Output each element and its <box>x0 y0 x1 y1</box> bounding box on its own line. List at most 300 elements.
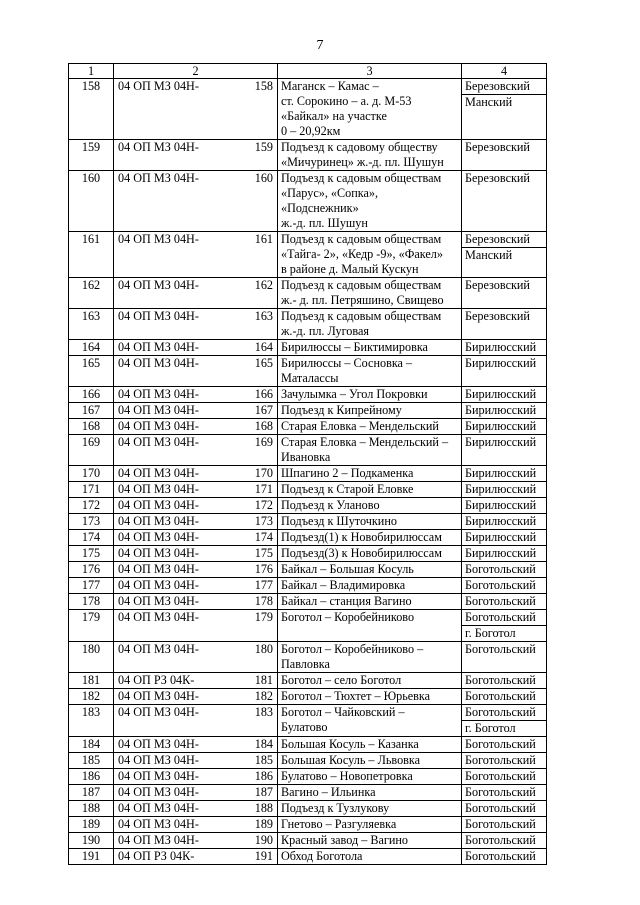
road-name <box>278 419 462 435</box>
road-name-line: Старая Еловка – Мендельский <box>281 419 439 433</box>
table-row <box>69 340 547 356</box>
road-name <box>278 356 462 387</box>
road-code: 04 ОП МЗ 04Н- <box>118 594 199 608</box>
road-id-cell <box>114 833 278 849</box>
row-number: 164 <box>69 340 114 356</box>
district-name: Боготольский <box>465 673 536 687</box>
road-code: 04 ОП МЗ 04Н- <box>118 642 199 656</box>
road-name <box>278 140 462 171</box>
road-id-cell <box>114 514 278 530</box>
road-number: 183 <box>254 705 273 719</box>
road-code: 04 ОП МЗ 04Н- <box>118 309 199 323</box>
road-name <box>278 673 462 689</box>
district-name: Березовский <box>465 140 530 154</box>
road-code: 04 ОП МЗ 04Н- <box>118 340 199 354</box>
road-id-cell <box>114 232 278 278</box>
road-name <box>278 594 462 610</box>
row-number: 188 <box>69 801 114 817</box>
district-cell <box>462 785 547 801</box>
road-number: 175 <box>254 546 273 560</box>
road-name <box>278 530 462 546</box>
district-cell <box>462 817 547 833</box>
road-name <box>278 833 462 849</box>
table-row <box>69 482 547 498</box>
district-name: г. Боготол <box>462 625 546 641</box>
row-number: 191 <box>69 849 114 865</box>
row-number: 189 <box>69 817 114 833</box>
district-cell <box>462 79 547 140</box>
district-cell <box>462 482 547 498</box>
road-number: 170 <box>254 466 273 480</box>
table-row <box>69 769 547 785</box>
road-number: 168 <box>254 419 273 433</box>
road-number: 188 <box>254 801 273 815</box>
road-number: 186 <box>254 769 273 783</box>
row-number: 190 <box>69 833 114 849</box>
road-id-cell <box>114 340 278 356</box>
road-name-line: Подъезд к садовым обществам <box>281 309 442 323</box>
road-name-line: Вагино – Ильинка <box>281 785 376 799</box>
road-number: 178 <box>254 594 273 608</box>
row-number: 172 <box>69 498 114 514</box>
district-cell <box>462 833 547 849</box>
road-name-line: Павловка <box>281 657 330 671</box>
road-name-line: ж.-д. пл. Луговая <box>281 324 369 338</box>
row-number: 187 <box>69 785 114 801</box>
row-number: 170 <box>69 466 114 482</box>
road-name <box>278 466 462 482</box>
table-row <box>69 356 547 387</box>
road-code: 04 ОП МЗ 04Н- <box>118 817 199 831</box>
road-name <box>278 482 462 498</box>
district-cell <box>462 689 547 705</box>
road-number: 184 <box>254 737 273 751</box>
road-name <box>278 753 462 769</box>
road-name-line: «Тайга- 2», «Кедр -9», «Факел» <box>281 247 443 261</box>
table-row <box>69 171 547 232</box>
road-id-cell <box>114 705 278 737</box>
road-id-cell <box>114 642 278 673</box>
district-cell <box>462 642 547 673</box>
road-id-cell <box>114 171 278 232</box>
district-cell <box>462 466 547 482</box>
table-row <box>69 737 547 753</box>
district-name: Бирилюсский <box>465 356 537 370</box>
road-id-cell <box>114 278 278 309</box>
road-number: 191 <box>254 849 273 863</box>
header-col-3: 3 <box>278 64 462 79</box>
row-number: 169 <box>69 435 114 466</box>
row-number: 185 <box>69 753 114 769</box>
road-number: 167 <box>254 403 273 417</box>
road-name-line: Подъезд(1) к Новобирилюссам <box>281 530 442 544</box>
district-name: Боготольский <box>465 689 536 703</box>
table-row <box>69 817 547 833</box>
district-name: Боготольский <box>465 849 536 863</box>
road-code: 04 ОП МЗ 04Н- <box>118 833 199 847</box>
district-name: Бирилюсский <box>465 546 537 560</box>
road-id-cell <box>114 498 278 514</box>
road-name-line: Подъезд к садовым обществам <box>281 171 442 185</box>
road-name <box>278 309 462 340</box>
district-cell <box>462 340 547 356</box>
road-number: 161 <box>254 232 273 246</box>
row-number: 180 <box>69 642 114 673</box>
road-name-line: ст. Сорокино – а. д. М-53 <box>281 94 412 108</box>
road-id-cell <box>114 801 278 817</box>
road-name <box>278 171 462 232</box>
road-id-cell <box>114 753 278 769</box>
district-cell <box>462 705 547 737</box>
road-number: 169 <box>254 435 273 449</box>
road-name-line: Зачулымка – Угол Покровки <box>281 387 428 401</box>
district-name: Манский <box>462 94 546 110</box>
district-cell <box>462 403 547 419</box>
road-id-cell <box>114 594 278 610</box>
road-code: 04 ОП РЗ 04К- <box>118 849 195 863</box>
row-number: 178 <box>69 594 114 610</box>
district-cell <box>462 562 547 578</box>
road-id-cell <box>114 546 278 562</box>
district-cell <box>462 232 547 278</box>
road-name <box>278 403 462 419</box>
table-row <box>69 562 547 578</box>
district-name: Манский <box>462 247 546 263</box>
district-name: Березовский <box>465 309 530 323</box>
road-name <box>278 689 462 705</box>
district-name: Боготольский <box>465 562 536 576</box>
district-cell <box>462 387 547 403</box>
table-row <box>69 610 547 642</box>
row-number: 158 <box>69 79 114 140</box>
road-number: 162 <box>254 278 273 292</box>
table-row <box>69 833 547 849</box>
road-code: 04 ОП МЗ 04Н- <box>118 705 199 719</box>
table-row <box>69 546 547 562</box>
road-number: 166 <box>254 387 273 401</box>
road-number: 179 <box>254 610 273 624</box>
road-number: 180 <box>254 642 273 656</box>
road-code: 04 ОП МЗ 04Н- <box>118 610 199 624</box>
district-name: Боготольский <box>465 833 536 847</box>
road-name <box>278 278 462 309</box>
road-name <box>278 769 462 785</box>
road-name-line: «Байкал» на участке <box>281 109 387 123</box>
table-row <box>69 435 547 466</box>
road-id-cell <box>114 785 278 801</box>
table-row <box>69 514 547 530</box>
road-id-cell <box>114 849 278 865</box>
road-name <box>278 801 462 817</box>
road-code: 04 ОП МЗ 04Н- <box>118 801 199 815</box>
road-name-line: Булатово – Новопетровка <box>281 769 413 783</box>
road-name-line: Маганск – Камас – <box>281 79 379 93</box>
road-number: 164 <box>254 340 273 354</box>
road-name <box>278 514 462 530</box>
district-name: Боготольский <box>465 769 536 783</box>
road-number: 176 <box>254 562 273 576</box>
row-number: 171 <box>69 482 114 498</box>
road-name-line: Подъезд к Старой Еловке <box>281 482 414 496</box>
table-row <box>69 140 547 171</box>
row-number: 168 <box>69 419 114 435</box>
district-name: Березовский <box>465 79 530 93</box>
district-cell <box>462 801 547 817</box>
row-number: 176 <box>69 562 114 578</box>
road-name-line: «Парус», «Сопка», <box>281 186 379 200</box>
header-col-4: 4 <box>462 64 547 79</box>
district-name: Боготольский <box>465 801 536 815</box>
road-name <box>278 546 462 562</box>
district-name: Бирилюсский <box>465 340 537 354</box>
road-name-line: Боготол – Коробейниково <box>281 610 415 624</box>
road-code: 04 ОП МЗ 04Н- <box>118 171 199 185</box>
district-cell <box>462 356 547 387</box>
table-row <box>69 79 547 140</box>
row-number: 165 <box>69 356 114 387</box>
row-number: 181 <box>69 673 114 689</box>
row-number: 162 <box>69 278 114 309</box>
road-name-line: Боготол – село Боготол <box>281 673 402 687</box>
row-number: 173 <box>69 514 114 530</box>
road-code: 04 ОП МЗ 04Н- <box>118 530 199 544</box>
road-code: 04 ОП МЗ 04Н- <box>118 578 199 592</box>
district-name: Бирилюсский <box>465 482 537 496</box>
road-name-line: Байкал – Владимировка <box>281 578 406 592</box>
table-row <box>69 309 547 340</box>
table-row <box>69 642 547 673</box>
district-cell <box>462 753 547 769</box>
road-id-cell <box>114 419 278 435</box>
road-code: 04 ОП РЗ 04К- <box>118 673 195 687</box>
table-row <box>69 278 547 309</box>
road-code: 04 ОП МЗ 04Н- <box>118 419 199 433</box>
table-row <box>69 785 547 801</box>
district-cell <box>462 309 547 340</box>
road-id-cell <box>114 737 278 753</box>
road-code: 04 ОП МЗ 04Н- <box>118 403 199 417</box>
road-name-line: Подъезд к садовому обществу <box>281 140 438 154</box>
row-number: 159 <box>69 140 114 171</box>
district-cell <box>462 514 547 530</box>
road-name-line: Боготол – Чайковский – <box>281 705 405 719</box>
district-cell <box>462 610 547 642</box>
road-number: 158 <box>254 79 273 93</box>
district-cell <box>462 171 547 232</box>
road-name-line: Большая Косуль – Казанка <box>281 737 419 751</box>
road-code: 04 ОП МЗ 04Н- <box>118 689 199 703</box>
road-name-line: Подъезд к садовым обществам <box>281 232 442 246</box>
road-id-cell <box>114 403 278 419</box>
road-number: 165 <box>254 356 273 370</box>
road-name <box>278 642 462 673</box>
road-code: 04 ОП МЗ 04Н- <box>118 435 199 449</box>
road-code: 04 ОП МЗ 04Н- <box>118 753 199 767</box>
row-number: 174 <box>69 530 114 546</box>
road-id-cell <box>114 610 278 642</box>
road-number: 174 <box>254 530 273 544</box>
district-name: Бирилюсский <box>465 514 537 528</box>
district-name: Березовский <box>465 232 530 246</box>
row-number: 177 <box>69 578 114 594</box>
road-name-line: 0 – 20,92км <box>281 124 341 138</box>
row-number: 167 <box>69 403 114 419</box>
district-cell <box>462 737 547 753</box>
table-row <box>69 689 547 705</box>
road-code: 04 ОП МЗ 04Н- <box>118 232 199 246</box>
road-name <box>278 578 462 594</box>
table-row <box>69 673 547 689</box>
road-id-cell <box>114 562 278 578</box>
table-row <box>69 403 547 419</box>
road-code: 04 ОП МЗ 04Н- <box>118 79 199 93</box>
road-name-line: Подъезд к Уланово <box>281 498 380 512</box>
table-row <box>69 705 547 737</box>
row-number: 160 <box>69 171 114 232</box>
district-name: Бирилюсский <box>465 387 537 401</box>
road-number: 160 <box>254 171 273 185</box>
road-number: 163 <box>254 309 273 323</box>
row-number: 166 <box>69 387 114 403</box>
road-name-line: Бирилюссы – Биктимировка <box>281 340 428 354</box>
table-row <box>69 753 547 769</box>
road-number: 172 <box>254 498 273 512</box>
district-name: Боготольский <box>465 705 536 719</box>
road-id-cell <box>114 466 278 482</box>
row-number: 175 <box>69 546 114 562</box>
road-id-cell <box>114 689 278 705</box>
road-name-line: Бирилюссы – Сосновка – <box>281 356 413 370</box>
district-cell <box>462 419 547 435</box>
road-number: 187 <box>254 785 273 799</box>
district-cell <box>462 594 547 610</box>
district-name: г. Боготол <box>462 720 546 736</box>
road-name <box>278 340 462 356</box>
table-row <box>69 387 547 403</box>
road-code: 04 ОП МЗ 04Н- <box>118 737 199 751</box>
road-name-line: «Мичуринец» ж.-д. пл. Шушун <box>281 155 444 169</box>
road-code: 04 ОП МЗ 04Н- <box>118 769 199 783</box>
district-name: Боготольский <box>465 594 536 608</box>
road-name-line: Булатово <box>281 720 328 734</box>
district-name: Бирилюсский <box>465 466 537 480</box>
district-name: Бирилюсский <box>465 419 537 433</box>
road-name-line: Большая Косуль – Львовка <box>281 753 421 767</box>
road-id-cell <box>114 387 278 403</box>
row-number: 186 <box>69 769 114 785</box>
road-name-line: «Подснежник» <box>281 201 359 215</box>
road-number: 171 <box>254 482 273 496</box>
district-name: Боготольский <box>465 610 536 624</box>
road-code: 04 ОП МЗ 04Н- <box>118 785 199 799</box>
district-cell <box>462 546 547 562</box>
district-cell <box>462 769 547 785</box>
district-cell <box>462 498 547 514</box>
table-row <box>69 801 547 817</box>
road-id-cell <box>114 769 278 785</box>
road-name-line: Маталассы <box>281 371 339 385</box>
road-name-line: Подъезд к Шуточкино <box>281 514 397 528</box>
district-name: Березовский <box>465 278 530 292</box>
road-name <box>278 849 462 865</box>
road-code: 04 ОП МЗ 04Н- <box>118 514 199 528</box>
road-code: 04 ОП МЗ 04Н- <box>118 466 199 480</box>
road-number: 173 <box>254 514 273 528</box>
road-number: 181 <box>254 673 273 687</box>
road-id-cell <box>114 482 278 498</box>
road-number: 159 <box>254 140 273 154</box>
road-id-cell <box>114 578 278 594</box>
header-row <box>69 64 547 79</box>
road-name <box>278 737 462 753</box>
road-id-cell <box>114 79 278 140</box>
road-name <box>278 785 462 801</box>
district-name: Бирилюсский <box>465 498 537 512</box>
district-name: Бирилюсский <box>465 530 537 544</box>
road-code: 04 ОП МЗ 04Н- <box>118 482 199 496</box>
road-name <box>278 562 462 578</box>
road-code: 04 ОП МЗ 04Н- <box>118 387 199 401</box>
road-id-cell <box>114 673 278 689</box>
roads-table <box>68 63 547 865</box>
district-cell <box>462 578 547 594</box>
road-name-line: Гнетово – Разгуляевка <box>281 817 397 831</box>
district-name: Боготольский <box>465 737 536 751</box>
district-name: Боготольский <box>465 753 536 767</box>
road-name <box>278 79 462 140</box>
road-name <box>278 817 462 833</box>
road-name-line: Подъезд к Тузлукову <box>281 801 390 815</box>
table-row <box>69 232 547 278</box>
road-code: 04 ОП МЗ 04Н- <box>118 546 199 560</box>
road-name-line: Боготол – Коробейниково – <box>281 642 424 656</box>
road-name-line: ж.- д. пл. Петряшино, Свищево <box>281 293 444 307</box>
road-number: 177 <box>254 578 273 592</box>
district-name: Бирилюсский <box>465 403 537 417</box>
road-name <box>278 232 462 278</box>
row-number: 183 <box>69 705 114 737</box>
road-code: 04 ОП МЗ 04Н- <box>118 562 199 576</box>
table-row <box>69 498 547 514</box>
road-id-cell <box>114 356 278 387</box>
row-number: 179 <box>69 610 114 642</box>
road-number: 185 <box>254 753 273 767</box>
table-row <box>69 578 547 594</box>
table-row <box>69 419 547 435</box>
row-number: 163 <box>69 309 114 340</box>
district-cell <box>462 530 547 546</box>
header-col-1: 1 <box>69 64 114 79</box>
road-name-line: Подъезд к садовым обществам <box>281 278 442 292</box>
district-name: Бирилюсский <box>465 435 537 449</box>
road-number: 189 <box>254 817 273 831</box>
road-name <box>278 435 462 466</box>
page-number: 7 <box>316 38 324 53</box>
road-name-line: Обход Боготола <box>281 849 363 863</box>
road-name-line: Ивановка <box>281 450 331 464</box>
road-name-line: Байкал – Большая Косуль <box>281 562 414 576</box>
road-id-cell <box>114 435 278 466</box>
district-cell <box>462 140 547 171</box>
row-number: 161 <box>69 232 114 278</box>
road-name <box>278 387 462 403</box>
table-row <box>69 466 547 482</box>
road-name-line: Подъезд к Кипрейному <box>281 403 402 417</box>
district-name: Боготольский <box>465 642 536 656</box>
road-name-line: Подъезд(3) к Новобирилюссам <box>281 546 442 560</box>
road-code: 04 ОП МЗ 04Н- <box>118 278 199 292</box>
district-cell <box>462 435 547 466</box>
